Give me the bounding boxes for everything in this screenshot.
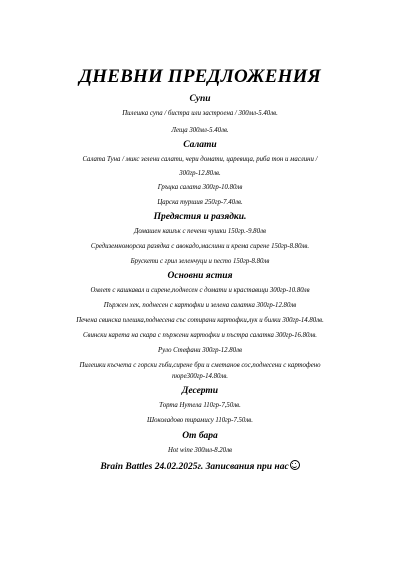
section-heading-mains: Основни ястия xyxy=(167,271,233,281)
menu-item-dessert-nutella-cake: Торта Нутела 110гр-7,50лв. xyxy=(159,402,241,409)
menu-item-main-chicken-bites-price: пюре300гр-14.80лв. xyxy=(171,373,229,380)
menu-item-main-pork-chops: Свински карета на скара с пържени картофки и пъстра салатка 300гр-16.80лв. xyxy=(82,332,318,339)
menu-item-bar-hot-wine: Hot wine 300мл-8.20лв xyxy=(168,447,232,454)
menu-item-starter-bruschetta: Брускети с грил зеленчуци и песто 150гр-8.80лв xyxy=(130,258,270,265)
menu-item-salad-tuna-price: 300гр-12.80лв. xyxy=(179,170,221,177)
menu-item-salad-pickles: Царска туршия 250гр-7.40лв. xyxy=(157,199,243,206)
page-title: ДНЕВНИ ПРЕДЛОЖЕНИЯ xyxy=(79,66,321,87)
menu-item-salad-tuna: Салата Туна / микс зелени салати, чери домати, царевица, риба тон и маслини / xyxy=(82,156,318,163)
menu-item-main-pork-shoulder: Печена свинска плешка,поднесена със сотирани картофки,лук и билки 300гр-14.80лв. xyxy=(76,317,324,324)
section-heading-soups: Супи xyxy=(189,94,211,104)
menu-item-salad-greek: Гръцка салата 300гр-10.80лв xyxy=(157,184,243,191)
event-announcement-text: Brain Battles 24.02.2025г. Записвания при нас xyxy=(100,462,289,472)
menu-item-main-chicken-bites: Пилешки късчета с горски гъби,сирене бри и сметанов сос,поднесени с картофено xyxy=(79,362,321,369)
section-heading-bar: От бара xyxy=(182,431,218,441)
section-heading-desserts: Десерти xyxy=(181,386,219,396)
event-announcement xyxy=(0,460,400,472)
menu-item-soup-chicken: Пилешка супа / бистра или застроена / 300мл-5.40лв. xyxy=(122,110,278,117)
menu-item-main-omelette: Омлет с кашкавал и сирене,поднесен с домати и краставици 300гр-10.80лв xyxy=(90,287,310,294)
section-heading-salads: Салати xyxy=(183,140,217,150)
menu-item-starter-mediterranean: Средиземноморска разядка с авокадо,маслини и крема сирене 150гр-8.80лв. xyxy=(90,243,310,250)
menu-item-main-roll-stefani: Руло Стефани 300гр-12.80лв xyxy=(158,347,242,354)
menu-item-main-hake: Пържен хек, поднесен с картофки и зелена салатка 300гр-12.80лв xyxy=(103,302,297,309)
section-heading-starters: Предястия и разядки. xyxy=(153,212,247,222)
menu-item-dessert-tiramisu: Шоколадово тирамису 110гр-7.50лв. xyxy=(147,417,253,424)
menu-item-starter-kashak: Домашен кашък с печени чушки 150гр.-9.80лв xyxy=(134,228,266,235)
smiley-face-icon xyxy=(290,460,300,470)
menu-item-soup-lentil: Леща 300мл-5.40лв. xyxy=(171,127,229,134)
